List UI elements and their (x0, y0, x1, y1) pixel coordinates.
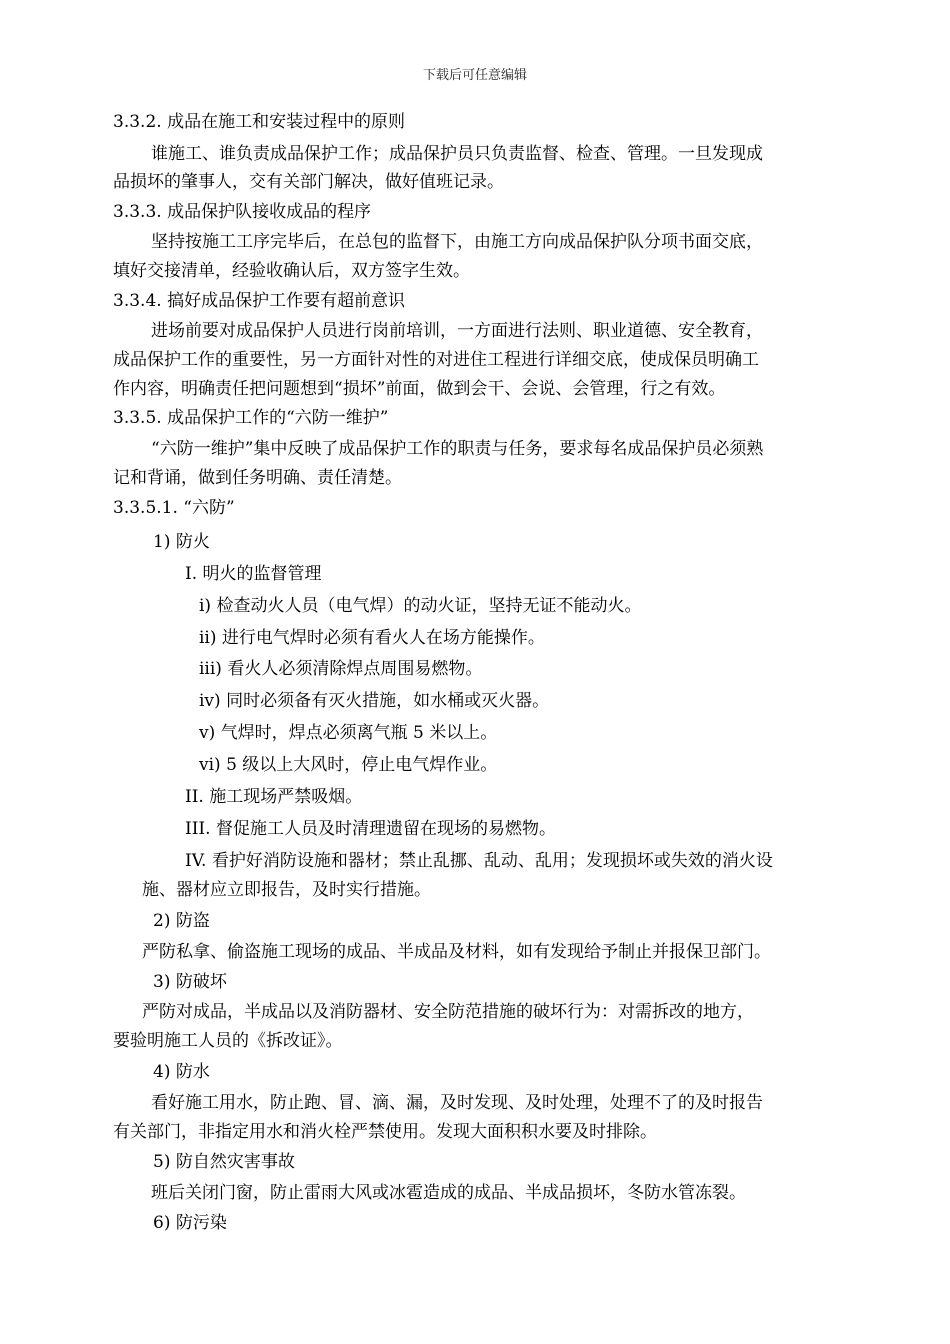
list-item-fire-iii: iii) 看火人必须清除焊点周围易燃物。 (199, 659, 483, 679)
page-header: 下载后可任意编辑 (422, 68, 527, 83)
list-item-fire-vi: vi) 5 级以上大风时，停止电气焊作业。 (199, 755, 498, 775)
paragraph-line: 严防对成品，半成品以及消防器材、安全防范措施的破坏行为：对需拆改的地方， (142, 1002, 754, 1022)
section-heading-3-3-5-1: 3.3.5.1. “六防” (113, 498, 235, 518)
list-item-fire-i: i) 检查动火人员（电气焊）的动火证，坚持无证不能动火。 (199, 596, 642, 616)
paragraph-line: 施、器材应立即报告，及时实行措施。 (142, 880, 431, 900)
list-item-water: 4) 防水 (153, 1062, 210, 1082)
paragraph-line: “六防一维护”集中反映了成品保护工作的职责与任务，要求每名成品保护员必须熟 (151, 439, 764, 459)
list-item-disaster: 5) 防自然灾害事故 (153, 1152, 295, 1172)
section-heading-3-3-5: 3.3.5. 成品保护工作的“六防一维护” (113, 408, 389, 428)
paragraph-line: 填好交接清单，经验收确认后，双方签字生效。 (113, 261, 470, 281)
section-heading-3-3-2: 3.3.2. 成品在施工和安装过程中的原则 (113, 112, 406, 132)
list-item-fire-III: III. 督促施工人员及时清理遗留在现场的易燃物。 (185, 819, 556, 839)
list-item-fire-II: II. 施工现场严禁吸烟。 (185, 787, 363, 807)
paragraph-line: 成品保护工作的重要性，另一方面针对性的对进住工程进行详细交底，使成保员明确工 (113, 350, 759, 370)
list-item-fire: 1) 防火 (153, 532, 210, 552)
paragraph-line: 有关部门，非指定用水和消火栓严禁使用。发现大面积积水要及时排除。 (113, 1122, 657, 1142)
list-item-fire-I: I. 明火的监督管理 (185, 564, 322, 584)
list-item-fire-ii: ii) 进行电气焊时必须有看火人在场方能操作。 (199, 628, 545, 648)
paragraph-line: 品损坏的肇事人，交有关部门解决，做好值班记录。 (113, 172, 504, 192)
list-item-fire-iv: iv) 同时必须备有灭火措施，如水桶或灭火器。 (199, 691, 550, 711)
paragraph-line: 坚持按施工工序完毕后，在总包的监督下，由施工方向成品保护队分项书面交底， (151, 232, 763, 252)
list-item-fire-IV: IV. 看护好消防设施和器材；禁止乱挪、乱动、乱用；发现损坏或失效的消火设 (185, 851, 773, 871)
paragraph-line: 班后关闭门窗，防止雷雨大风或冰雹造成的成品、半成品损坏，冬防水管冻裂。 (151, 1183, 746, 1203)
paragraph-line: 记和背诵，做到任务明确、责任清楚。 (113, 468, 402, 488)
list-item-pollution: 6) 防污染 (153, 1213, 227, 1233)
paragraph-line: 严防私拿、偷盗施工现场的成品、半成品及材料，如有发现给予制止并报保卫部门。 (142, 942, 771, 962)
paragraph-line: 作内容，明确责任把问题想到“损坏”前面，做到会干、会说、会管理，行之有效。 (113, 379, 726, 399)
list-item-fire-v: v) 气焊时，焊点必须离气瓶 5 米以上。 (199, 723, 498, 743)
list-item-theft: 2) 防盗 (153, 911, 210, 931)
paragraph-line: 看好施工用水，防止跑、冒、滴、漏，及时发现、及时处理，处理不了的及时报告 (151, 1093, 763, 1113)
list-item-damage: 3) 防破坏 (153, 972, 227, 992)
section-heading-3-3-3: 3.3.3. 成品保护队接收成品的程序 (113, 202, 372, 222)
paragraph-line: 要验明施工人员的《拆改证》。 (113, 1031, 343, 1051)
paragraph-line: 进场前要对成品保护人员进行岗前培训，一方面进行法则、职业道德、安全教育， (151, 321, 763, 341)
paragraph-line: 谁施工、谁负责成品保护工作；成品保护员只负责监督、检查、管理。一旦发现成 (151, 144, 763, 164)
section-heading-3-3-4: 3.3.4. 搞好成品保护工作要有超前意识 (113, 291, 406, 311)
